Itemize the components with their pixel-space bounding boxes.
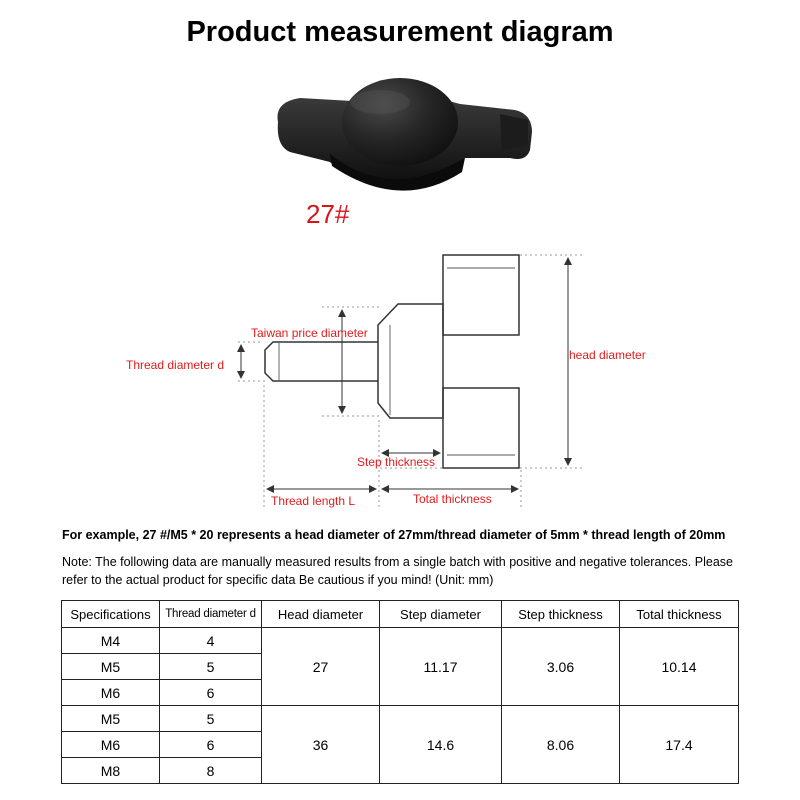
- thread-diameter-cell: 5: [160, 706, 262, 732]
- spec-cell: M8: [62, 758, 160, 784]
- step-thickness-label: Step thickness: [357, 455, 436, 469]
- thread-diameter-label: Thread diameter d: [126, 358, 225, 372]
- header-thread-diameter: Thread diameter d: [160, 601, 262, 628]
- product-model-label: 27#: [306, 199, 350, 229]
- step-thickness-cell: 8.06: [502, 706, 620, 784]
- page-title: Product measurement diagram: [186, 16, 614, 48]
- thread-length-label: Thread length L: [271, 494, 356, 508]
- spec-cell: M4: [62, 628, 160, 654]
- header-specifications: Specifications: [62, 601, 160, 628]
- step-diameter-label: Taiwan price diameter: [251, 326, 368, 340]
- spec-cell: M5: [62, 654, 160, 680]
- total-thickness-cell: 17.4: [620, 706, 739, 784]
- head-diameter-label: head diameter: [569, 348, 646, 362]
- header-head-diameter: Head diameter: [262, 601, 380, 628]
- total-thickness-label: Total thickness: [413, 492, 492, 506]
- table-header-row: [62, 601, 739, 628]
- header-total-thickness: Total thickness: [620, 601, 739, 628]
- head-diameter-cell: 27: [262, 628, 380, 706]
- spec-table: [61, 600, 739, 784]
- technical-drawing: [0, 240, 800, 515]
- thread-diameter-cell: 6: [160, 680, 262, 706]
- table-row: [62, 628, 739, 654]
- thread-diameter-cell: 8: [160, 758, 262, 784]
- thread-diameter-cell: 4: [160, 628, 262, 654]
- step-diameter-cell: 14.6: [380, 706, 502, 784]
- thread-diameter-cell: 5: [160, 654, 262, 680]
- step-thickness-cell: 3.06: [502, 628, 620, 706]
- header-step-diameter: Step diameter: [380, 601, 502, 628]
- thread-diameter-cell: 6: [160, 732, 262, 758]
- header-step-thickness: Step thickness: [502, 601, 620, 628]
- step-diameter-cell: 11.17: [380, 628, 502, 706]
- note-text: Note: The following data are manually measured results from a single batch with positive and negative tolerances. Please refer to the actual product for specific data Be cautious if you mind! (Unit: mm): [62, 555, 733, 587]
- spec-cell: M6: [62, 680, 160, 706]
- spec-cell: M5: [62, 706, 160, 732]
- head-diameter-cell: 36: [262, 706, 380, 784]
- total-thickness-cell: 10.14: [620, 628, 739, 706]
- spec-cell: M6: [62, 732, 160, 758]
- example-text: For example, 27 #/M5 * 20 represents a head diameter of 27mm/thread diameter of 5mm * thread length of 20mm: [62, 528, 726, 542]
- table-row: [62, 706, 739, 732]
